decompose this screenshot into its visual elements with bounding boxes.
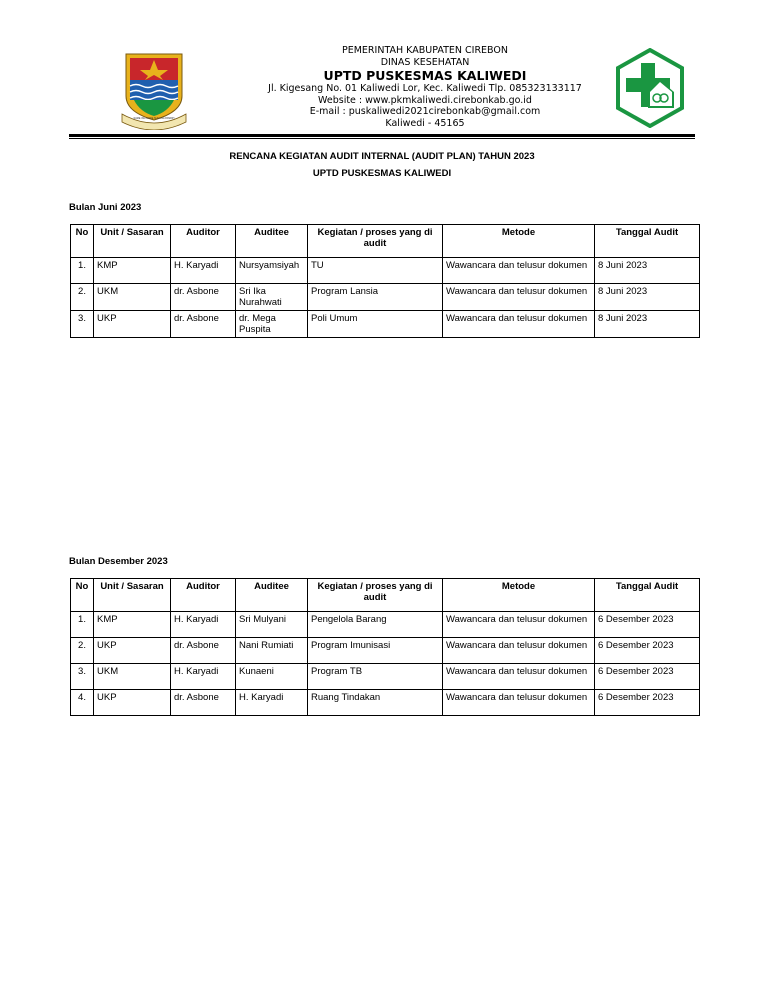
- cell-metode: Wawancara dan telusur dokumen: [443, 638, 595, 664]
- cell-unit: UKM: [94, 284, 171, 311]
- cell-metode: Wawancara dan telusur dokumen: [443, 311, 595, 338]
- cell-auditee: Nursyamsiyah: [236, 258, 308, 284]
- cell-tanggal: 8 Juni 2023: [595, 284, 700, 311]
- cell-no: 2.: [71, 638, 94, 664]
- audit-table-december: [70, 578, 700, 716]
- col-kegiatan: Kegiatan / proses yang di audit: [308, 225, 443, 258]
- cell-unit: UKP: [94, 311, 171, 338]
- table-header-row: [71, 225, 700, 258]
- cell-no: 4.: [71, 690, 94, 716]
- cell-auditee: Sri Ika Nurahwati: [236, 284, 308, 311]
- cell-no: 3.: [71, 664, 94, 690]
- website: Website : www.pkmkaliwedi.cirebonkab.go.id: [318, 94, 532, 106]
- cell-metode: Wawancara dan telusur dokumen: [443, 612, 595, 638]
- cell-no: 1.: [71, 258, 94, 284]
- col-no: No: [71, 579, 94, 612]
- cell-unit: KMP: [94, 258, 171, 284]
- logo-motto: RAME ING GAWE SUCI ING PAMRIH: [133, 117, 175, 120]
- cell-metode: Wawancara dan telusur dokumen: [443, 690, 595, 716]
- col-metode: Metode: [443, 579, 595, 612]
- cell-kegiatan: Program TB: [308, 664, 443, 690]
- col-tanggal: Tanggal Audit: [595, 579, 700, 612]
- cell-auditee: H. Karyadi: [236, 690, 308, 716]
- col-tanggal: Tanggal Audit: [595, 225, 700, 258]
- cell-unit: UKP: [94, 690, 171, 716]
- letterhead: [0, 0, 768, 140]
- cell-no: 3.: [71, 311, 94, 338]
- letterhead-text: [190, 45, 660, 129]
- cell-kegiatan: Program Lansia: [308, 284, 443, 311]
- col-auditor: Auditor: [171, 225, 236, 258]
- document-title: RENCANA KEGIATAN AUDIT INTERNAL (AUDIT PLAN) TAHUN 2023: [229, 151, 535, 162]
- puskesmas-logo-icon: [614, 48, 686, 128]
- table-header-row: [71, 579, 700, 612]
- document-subtitle: UPTD PUSKESMAS KALIWEDI: [312, 168, 452, 179]
- cell-metode: Wawancara dan telusur dokumen: [443, 284, 595, 311]
- cell-tanggal: 6 Desember 2023: [595, 690, 700, 716]
- cell-kegiatan: Program Imunisasi: [308, 638, 443, 664]
- cell-kegiatan: Pengelola Barang: [308, 612, 443, 638]
- cell-metode: Wawancara dan telusur dokumen: [443, 664, 595, 690]
- col-unit: Unit / Sasaran: [94, 225, 171, 258]
- col-auditor: Auditor: [171, 579, 236, 612]
- col-unit: Unit / Sasaran: [94, 579, 171, 612]
- section-heading-june: Bulan Juni 2023: [69, 202, 142, 213]
- cell-auditee: Kunaeni: [236, 664, 308, 690]
- cell-kegiatan: Ruang Tindakan: [308, 690, 443, 716]
- cell-kegiatan: TU: [308, 258, 443, 284]
- table-row: [71, 612, 700, 638]
- cell-kegiatan: Poli Umum: [308, 311, 443, 338]
- cell-metode: Wawancara dan telusur dokumen: [443, 258, 595, 284]
- cell-auditor: dr. Asbone: [171, 284, 236, 311]
- cell-auditor: dr. Asbone: [171, 311, 236, 338]
- cell-tanggal: 6 Desember 2023: [595, 612, 700, 638]
- cell-auditee: Sri Mulyani: [236, 612, 308, 638]
- cell-tanggal: 6 Desember 2023: [595, 638, 700, 664]
- table-row: [71, 284, 700, 311]
- col-no: No: [71, 225, 94, 258]
- cell-unit: UKM: [94, 664, 171, 690]
- cell-unit: UKP: [94, 638, 171, 664]
- cell-unit: KMP: [94, 612, 171, 638]
- cell-tanggal: 8 Juni 2023: [595, 258, 700, 284]
- city: Kaliwedi - 45165: [385, 117, 465, 129]
- section-heading-december: Bulan Desember 2023: [69, 556, 168, 567]
- audit-table-june: [70, 224, 700, 338]
- table-row: [71, 664, 700, 690]
- cell-auditor: dr. Asbone: [171, 690, 236, 716]
- cell-tanggal: 8 Juni 2023: [595, 311, 700, 338]
- cell-no: 2.: [71, 284, 94, 311]
- government-name: PEMERINTAH KABUPATEN CIREBON: [342, 45, 508, 56]
- col-auditee: Auditee: [236, 225, 308, 258]
- cell-auditee: dr. Mega Puspita: [236, 311, 308, 338]
- cell-tanggal: 6 Desember 2023: [595, 664, 700, 690]
- cell-auditor: H. Karyadi: [171, 612, 236, 638]
- letterhead-rule-thick: [69, 134, 695, 137]
- table-row: [71, 690, 700, 716]
- institution-name: UPTD PUSKESMAS KALIWEDI: [323, 68, 527, 83]
- cell-no: 1.: [71, 612, 94, 638]
- letterhead-rule-thin: [69, 138, 695, 139]
- email: E-mail : puskaliwedi2021cirebonkab@gmail.com: [309, 106, 541, 117]
- col-metode: Metode: [443, 225, 595, 258]
- cell-auditor: H. Karyadi: [171, 258, 236, 284]
- table-row: [71, 311, 700, 338]
- table-row: [71, 638, 700, 664]
- col-auditee: Auditee: [236, 579, 308, 612]
- cell-auditor: dr. Asbone: [171, 638, 236, 664]
- address: Jl. Kigesang No. 01 Kaliwedi Lor, Kec. Kaliwedi Tlp. 085323133117: [268, 83, 582, 94]
- table-row: [71, 258, 700, 284]
- department-name: DINAS KESEHATAN: [380, 56, 470, 68]
- col-kegiatan: Kegiatan / proses yang di audit: [308, 579, 443, 612]
- cell-auditor: H. Karyadi: [171, 664, 236, 690]
- cell-auditee: Nani Rumiati: [236, 638, 308, 664]
